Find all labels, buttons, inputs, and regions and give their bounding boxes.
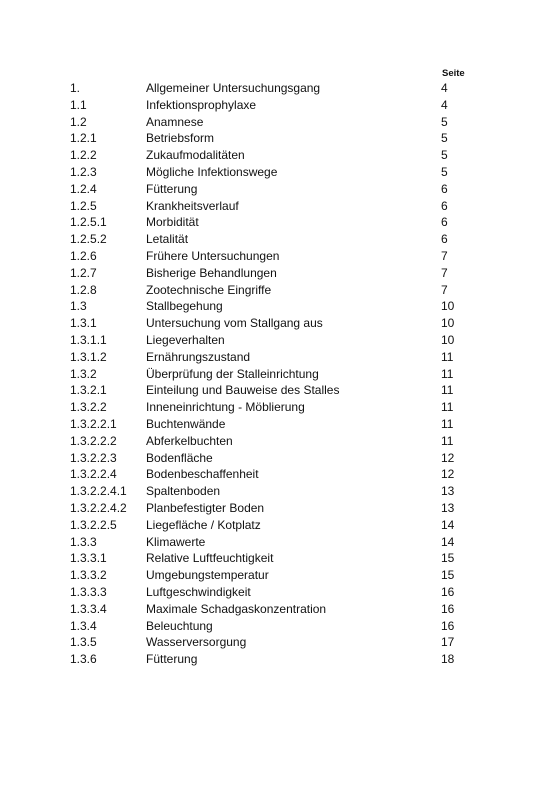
toc-entry-page: 16 [441, 584, 455, 599]
toc-entry-title: Klimawerte [146, 534, 206, 549]
toc-entry-title: Bisherige Behandlungen [146, 265, 277, 280]
toc-entry [0, 534, 560, 551]
toc-entry-number: 1.3.2 [70, 366, 97, 381]
toc-entry-number: 1.3.6 [70, 652, 97, 667]
toc-entry-title: Anamnese [146, 114, 204, 129]
toc-entry-number: 1.3.3 [70, 534, 97, 549]
toc-entry-title: Infektionsprophylaxe [146, 97, 257, 112]
toc-entry [0, 382, 560, 399]
toc-entry-number: 1.3 [70, 299, 87, 314]
toc-entry [0, 231, 560, 248]
toc-entry-number: 1.2.5 [70, 198, 97, 213]
table-of-contents [0, 80, 560, 668]
toc-entry-title: Wasserversorgung [146, 635, 247, 650]
toc-entry-title: Bodenbeschaffenheit [146, 467, 259, 482]
toc-entry [0, 584, 560, 601]
toc-entry-title: Betriebsform [146, 131, 215, 146]
toc-entry-page: 6 [441, 215, 448, 230]
toc-entry-number: 1.2.5.1 [70, 215, 107, 230]
toc-entry [0, 366, 560, 383]
toc-entry-page: 5 [441, 164, 448, 179]
toc-entry-title: Fütterung [146, 652, 198, 667]
toc-entry-page: 5 [441, 114, 448, 129]
toc-entry [0, 517, 560, 534]
toc-entry-page: 18 [441, 652, 455, 667]
toc-entry-number: 1.3.1 [70, 316, 97, 331]
toc-entry-page: 11 [441, 383, 454, 398]
toc-entry-number: 1.3.3.2 [70, 568, 107, 583]
toc-entry-page: 10 [441, 332, 455, 347]
toc-entry-number: 1.3.2.2.3 [70, 450, 117, 465]
toc-entry-page: 11 [441, 400, 454, 415]
toc-entry-title: Einteilung und Bauweise des Stalles [146, 383, 340, 398]
toc-entry-page: 6 [441, 181, 448, 196]
toc-entry [0, 147, 560, 164]
toc-entry-page: 11 [441, 366, 454, 381]
toc-entry-page: 12 [441, 450, 455, 465]
toc-entry [0, 214, 560, 231]
toc-entry-number: 1.2.1 [70, 131, 97, 146]
toc-entry-number: 1.3.2.2 [70, 400, 107, 415]
toc-entry-title: Stallbegehung [146, 299, 223, 314]
toc-entry-number: 1.2.4 [70, 181, 97, 196]
toc-entry [0, 130, 560, 147]
toc-entry-title: Überprüfung der Stalleinrichtung [146, 366, 319, 381]
toc-entry-number: 1.3.2.2.5 [70, 517, 117, 532]
toc-entry-title: Bodenfläche [146, 450, 213, 465]
toc-entry-title: Allgemeiner Untersuchungsgang [146, 81, 321, 95]
toc-entry [0, 601, 560, 618]
toc-entry-title: Spaltenboden [146, 484, 221, 499]
toc-entry-title: Relative Luftfeuchtigkeit [146, 551, 274, 566]
toc-entry [0, 618, 560, 635]
toc-entry-title: Frühere Untersuchungen [146, 248, 280, 263]
toc-entry-page: 4 [441, 97, 448, 112]
toc-entry [0, 349, 560, 366]
toc-entry-number: 1.2.8 [70, 282, 97, 297]
toc-entry [0, 483, 560, 500]
toc-entry-number: 1.3.5 [70, 635, 97, 650]
toc-entry-number: 1.3.3.1 [70, 551, 107, 566]
toc-entry-title: Maximale Schadgaskonzentration [146, 601, 327, 616]
toc-entry-title: Buchtenwände [146, 416, 226, 431]
toc-entry [0, 567, 560, 584]
toc-entry [0, 450, 560, 467]
toc-entry-page: 4 [441, 81, 448, 95]
toc-entry [0, 466, 560, 483]
toc-entry [0, 416, 560, 433]
toc-entry [0, 298, 560, 315]
toc-entry-title: Untersuchung vom Stallgang aus [146, 316, 323, 331]
toc-entry [0, 332, 560, 349]
toc-entry-number: 1.3.2.2.4.2 [70, 500, 127, 515]
toc-entry [0, 634, 560, 651]
toc-entry-page: 5 [441, 148, 448, 163]
toc-entry-page: 6 [441, 198, 448, 213]
toc-entry-page: 10 [441, 316, 455, 331]
toc-entry-number: 1.2.6 [70, 248, 97, 263]
toc-entry-number: 1.3.2.1 [70, 383, 107, 398]
toc-entry-title: Beleuchtung [146, 618, 213, 633]
toc-entry-number: 1.2.7 [70, 265, 97, 280]
toc-entry-title: Luftgeschwindigkeit [146, 584, 251, 599]
page-column-heading: Seite [442, 68, 465, 79]
toc-entry-number: 1. [70, 81, 81, 95]
toc-entry [0, 651, 560, 668]
toc-entry-page: 7 [441, 282, 448, 297]
toc-entry-page: 5 [441, 131, 448, 146]
toc-entry-title: Zootechnische Eingriffe [146, 282, 272, 297]
toc-entry [0, 248, 560, 265]
toc-entry-page: 6 [441, 232, 448, 247]
toc-entry [0, 181, 560, 198]
toc-entry-page: 14 [441, 534, 455, 549]
toc-entry-number: 1.3.2.2.2 [70, 433, 117, 448]
toc-entry-title: Fütterung [146, 181, 198, 196]
toc-entry [0, 500, 560, 517]
toc-entry-number: 1.1 [70, 97, 87, 112]
toc-entry [0, 550, 560, 567]
toc-entry-number: 1.3.3.3 [70, 584, 107, 599]
toc-entry [0, 265, 560, 282]
toc-entry-number: 1.3.2.2.4.1 [70, 484, 127, 499]
toc-entry-number: 1.2.2 [70, 148, 97, 163]
toc-entry [0, 198, 560, 215]
toc-entry [0, 80, 560, 97]
toc-entry-page: 11 [441, 416, 454, 431]
toc-entry-page: 7 [441, 248, 448, 263]
toc-entry-page: 15 [441, 568, 455, 583]
toc-entry-number: 1.3.3.4 [70, 601, 107, 616]
toc-entry-page: 10 [441, 299, 455, 314]
toc-entry-page: 13 [441, 484, 455, 499]
toc-entry-title: Liegefläche / Kotplatz [146, 517, 261, 532]
toc-entry-title: Liegeverhalten [146, 332, 225, 347]
toc-entry-page: 7 [441, 265, 448, 280]
toc-entry-page: 17 [441, 635, 455, 650]
toc-entry-title: Planbefestigter Boden [146, 500, 265, 515]
toc-entry-title: Mögliche Infektionswege [146, 164, 278, 179]
toc-entry-title: Abferkelbuchten [146, 433, 233, 448]
toc-entry-page: 14 [441, 517, 455, 532]
toc-entry-number: 1.3.1.1 [70, 332, 107, 347]
toc-entry [0, 97, 560, 114]
toc-entry-title: Krankheitsverlauf [146, 198, 239, 213]
toc-entry-title: Zukaufmodalitäten [146, 148, 245, 163]
toc-entry-number: 1.3.4 [70, 618, 97, 633]
toc-entry-number: 1.3.2.2.4 [70, 467, 117, 482]
toc-entry-page: 11 [441, 433, 454, 448]
toc-entry-number: 1.2.5.2 [70, 232, 107, 247]
toc-entry [0, 114, 560, 131]
toc-entry-page: 16 [441, 618, 455, 633]
toc-entry-title: Inneneinrichtung - Möblierung [146, 400, 305, 415]
toc-entry [0, 164, 560, 181]
toc-entry [0, 433, 560, 450]
toc-entry-title: Letalität [146, 232, 189, 247]
toc-entry [0, 399, 560, 416]
toc-entry-number: 1.2.3 [70, 164, 97, 179]
toc-entry-title: Ernährungszustand [146, 349, 251, 364]
toc-entry-page: 15 [441, 551, 455, 566]
toc-entry-title: Umgebungstemperatur [146, 568, 269, 583]
toc-entry-page: 13 [441, 500, 455, 515]
toc-entry-page: 12 [441, 467, 455, 482]
toc-entry-title: Morbidität [146, 215, 199, 230]
toc-entry-number: 1.2 [70, 114, 87, 129]
toc-entry [0, 282, 560, 299]
toc-entry [0, 315, 560, 332]
toc-entry-page: 16 [441, 601, 455, 616]
toc-entry-number: 1.3.1.2 [70, 349, 107, 364]
toc-entry-page: 11 [441, 349, 454, 364]
toc-entry-number: 1.3.2.2.1 [70, 416, 117, 431]
